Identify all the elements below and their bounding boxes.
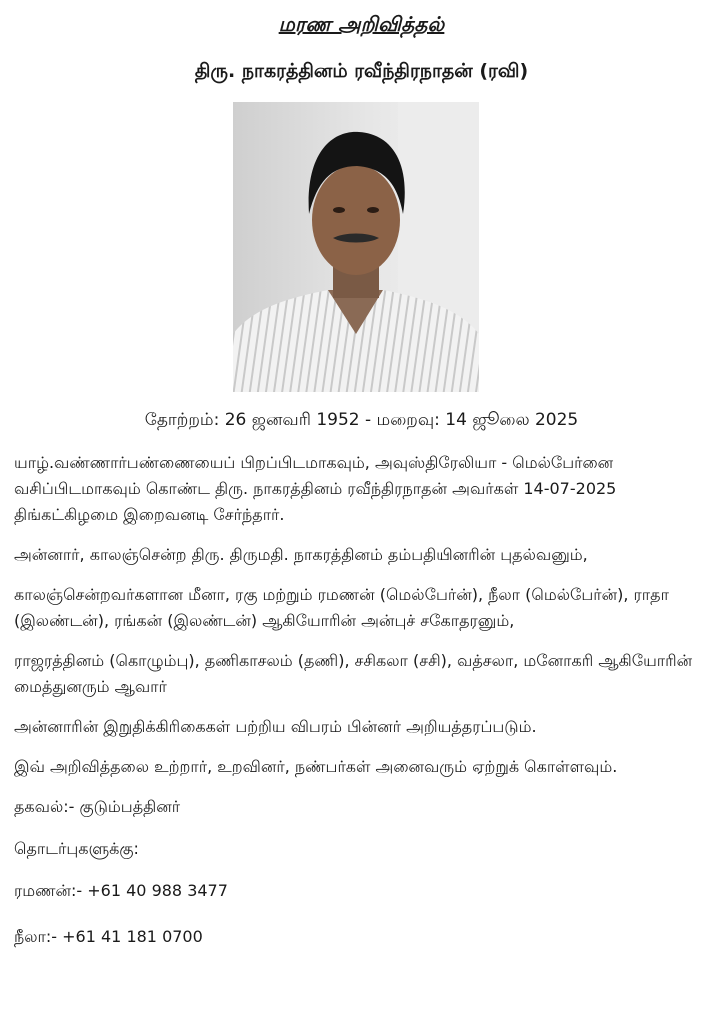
deceased-name: திரு. நாகரத்தினம் ரவீந்திரநாதன் (ரவி)	[194, 60, 529, 82]
paragraph: அன்னாரின் இறுதிக்கிரிகைகள் பற்றிய விபரம் பின்னர் அறியத்தரப்படும்.	[14, 717, 537, 736]
page-title: மரண அறிவித்தல்	[278, 12, 445, 36]
paragraph: அன்னார், காலஞ்சென்ற திரு. திருமதி. நாகரத்தினம் தம்பதியினரின் புதல்வனும்,	[14, 545, 588, 564]
portrait-image	[233, 102, 479, 392]
birth-death-dates: தோற்றம்: 26 ஜனவரி 1952 - மறைவு: 14 ஜூலை 2025	[144, 410, 579, 430]
paragraph: ராஜரத்தினம் (கொழும்பு), தணிகாசலம் (தணி), சசிகலா (சசி), வத்சலா, மனோகரி ஆகியோரின் மைத்துனரும் ஆவார்	[14, 651, 693, 696]
paragraph: யாழ்.வண்ணார்பண்ணையைப் பிறப்பிடமாகவும், அவுஸ்திரேலியா - மெல்பேர்னை வசிப்பிடமாகவும் கொண்ட திரு. நாகரத்தினம் ரவீந்திரநாதன் அவர்கள் 14-07-2025 திங்கட்கிழமை இறைவனடி சேர்ந்தார்.	[14, 453, 617, 524]
paragraph: காலஞ்சென்றவர்களான மீனா, ரகு மற்றும் ரமணன் (மெல்பேர்ன்), நீலா (மெல்பேர்ன்), ராதா (இலண்டன்), ரங்கன் (இலண்டன்) ஆகியோரின் அன்புச் சகோதரனும்,	[14, 585, 669, 630]
contact-neela: நீலா:- +61 41 181 0700	[14, 927, 203, 946]
contacts-heading: தொடர்புகளுக்கு:	[14, 839, 139, 858]
contact-ramanan: ரமணன்:- +61 40 988 3477	[14, 881, 228, 900]
portrait-photo	[233, 102, 479, 392]
obituary-body	[14, 450, 714, 970]
info-line: தகவல்:- குடும்பத்தினர்	[14, 797, 181, 816]
paragraph: இவ் அறிவித்தலை உற்றார், உறவினர், நண்பர்கள் அனைவரும் ஏற்றுக் கொள்ளவும்.	[14, 757, 618, 776]
